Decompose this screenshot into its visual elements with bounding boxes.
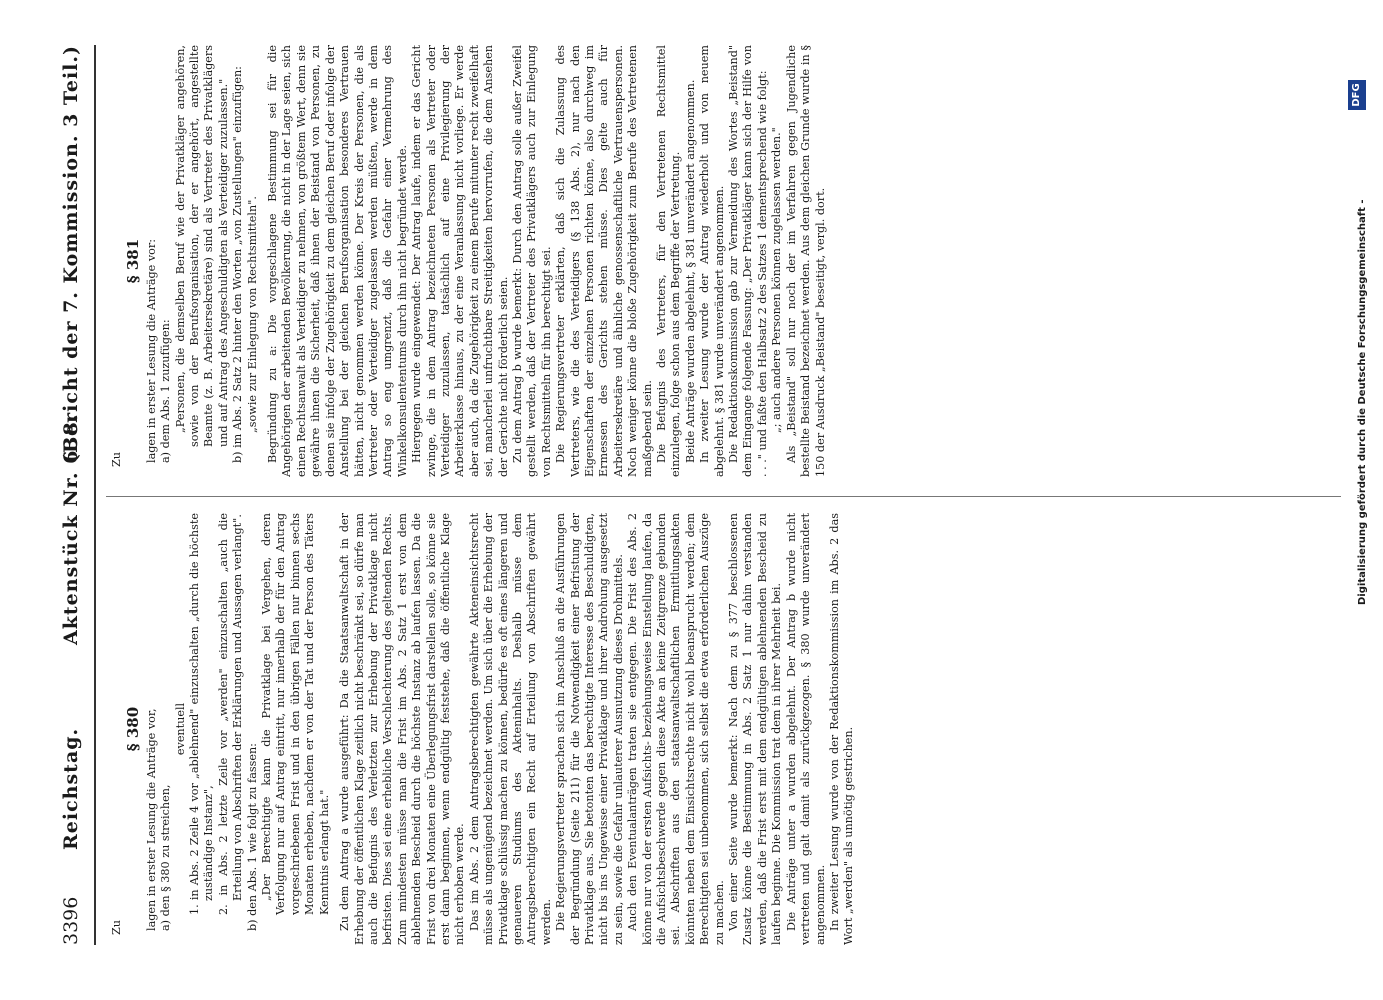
body-paragraph: Die Redaktionskommission gab zur Vermeidung des Wortes „Beistand" dem Eingange folgende Fassung: „Der Privatkläger kann sich der Hilfe von . . ." und faßte den Halbsatz 2 des Satzes 1 dementsprechend wie folgt:: [727, 45, 769, 477]
intro-paragraph: lagen in erster Lesung die Anträge vor,: [144, 708, 158, 931]
motion-b: b) den Abs. 1 wie folgt zu fassen:: [245, 743, 259, 931]
body-paragraph: Das im Abs. 2 dem Antragsberechtigten gewährte Akteneinsichtsrecht müsse als ungenügend bezeichnet werden. Um sich über die Erhebung der Privatklage schlüssig machen zu können, bedürfe es oft eines längeren und genaueren Studiums des Akteninhalts. Deshalb müsse dem Antragsberechtigten ein Recht auf Erteilung von Abschriften gewährt werden.: [467, 513, 553, 945]
body-paragraph: Zu dem Antrag b wurde bemerkt: Durch den Antrag solle außer Zweifel gestellt werden, daß der Vertreter des Privatklägers auch zur Einlegung von Rechtsmitteln für ihn berechtigt sei.: [510, 45, 553, 477]
right-column: [110, 45, 1345, 477]
digitization-footer: [1352, 0, 1382, 1000]
body-paragraph: Die Anträge unter a wurden abgelehnt. Der Antrag b wurde nicht vertreten und galt damit als zurückgezogen. § 380 wurde unverändert angenommen.: [784, 513, 827, 945]
motion-b: b) im Abs. 2 Satz 2 hinter den Worten „von Zustellungen" einzufügen:: [231, 66, 245, 463]
body-paragraph: Die Befugnis des Vertreters, für den Vertretenen Rechtsmittel einzulegen, folge schon aus dem Begriffe der Vertretung.: [655, 45, 683, 477]
running-header: [60, 45, 90, 945]
document-page: [60, 45, 1350, 945]
section-title: § 381: [124, 238, 143, 284]
body-paragraph: Zu dem Antrag a wurde ausgeführt: Da die Staatsanwaltschaft in der Erhebung der öffentlichen Klage zeitlich nicht beschränkt sei, so dürfe man auch die Befugnis des Verletzten zur Erhebung der Privatklage nicht befristen. Dies sei eine erhebliche Verschlechterung des geltenden Rechts. Zum mindesten müsse man die Frist im Abs. 2 Satz 1 erst von dem ablehnenden Bescheid durch die höchste Instanz ab laufen lassen. Da die Frist von drei Monaten eine Überlegungsfrist darstellen solle, so könne sie erst dann beginnen, wenn endgültig feststehe, daß die öffentliche Klage nicht erhoben werde.: [338, 513, 467, 945]
body-paragraph: Hiergegen wurde eingewendet: Der Antrag laufe, indem er das Gericht zwinge, die in dem Antrag bezeichneten Personen als Vertreter oder Verteidiger zuzulassen, tatsächlich auf eine Privilegierung der Arbeiterklasse hinaus, zu der eine Veranlassung nicht vorliege. Er werde aber auch, da die Zugehörigkeit zu einem Berufe mitunter recht zweifelhaft sei, mancherlei unfruchtbare Streitigkeiten hervorrufen, die dem Ansehen der Gerichte nicht förderlich seien.: [410, 45, 510, 477]
body-paragraph: In zweiter Lesung wurde von der Redaktionskommission im Abs. 2 das Wort „werden" als unnötig gestrichen.: [827, 513, 856, 945]
zu-label: Zu: [110, 452, 123, 467]
zu-label: Zu: [110, 920, 123, 935]
parliament-name: Reichstag.: [60, 727, 82, 850]
motion-a-quote: „Personen, die demselben Beruf wie der Privatkläger angehören, sowie von der Berufsorganisation, der er angehört, angestellte Beamte (z. B. Arbeitersekretäre) sind als Vertreter des Privatklägers und auf Antrag des Angeschuldigten als Verteidiger zuzulassen.": [173, 45, 230, 447]
motion-a-sub-1: 1. in Abs. 2 Zeile 4 vor „ablehnend" einzuschalten „durch die höchste zuständige Instanz",: [188, 513, 216, 915]
motion-b-quote: „Der Berechtigte kann die Privatklage bei Vergehen, deren Verfolgung nur auf Antrag eintritt, nur innerhalb der für den Antrag vorgeschriebenen Frist und in den übrigen Fällen nur binnen sechs Monaten erheben, nachdem er von der Tat und der Person des Täters Kenntnis erlangt hat.": [260, 513, 331, 915]
dfg-logo: DFG: [1348, 80, 1366, 110]
body-paragraph: Die Regierungsvertreter erklärten, daß sich die Zulassung des Vertreters, wie die des Verteidigers (§ 138 Abs. 2), nur nach den Eigenschaften der einzelnen Personen richten könne, also durchweg im Ermessen des Gerichts stehen müsse. Dies gelte auch für Arbeitersekretäre und ähnliche genossenschaftliche Vertrauenspersonen. Noch weniger könne die bloße Zugehörigkeit zum Berufe des Vertretenen maßgebend sein.: [554, 45, 654, 477]
body-paragraph: Die Regierungsvertreter sprachen sich im Anschluß an die Ausführungen der Begründung (Seite 211) für die Notwendigkeit einer Befristung der Privatklage aus. Sie betonten das berechtigte Interesse des Beschuldigten, nicht bis ins Ungewisse einer Privatklage und ihrer Androhung ausgesetzt zu sein, sowie die Gefahr unlauterer Ausnutzung dieses Drohmittels.: [554, 513, 625, 945]
body-paragraph: In zweiter Lesung wurde der Antrag wiederholt und von neuem abgelehnt. § 381 wurde unverändert angenommen.: [698, 45, 726, 477]
body-paragraph: Beide Anträge wurden abgelehnt, § 381 unverändert angenommen.: [683, 79, 697, 463]
left-column: [110, 513, 1345, 945]
header-rule: [94, 45, 96, 945]
report-title: (Bericht der 7. Kommission. 3 Teil.): [60, 45, 82, 464]
motion-a: a) dem Abs. 1 zuzufügen:: [159, 319, 173, 463]
body-paragraph: Als „Beistand" soll nur noch der im Verfahren gegen Jugendliche bestellte Beistand bezeichnet werden. Aus dem gleichen Grunde wurde in § 150 der Ausdruck „Beistand" beseitigt, vergl. dort.: [784, 45, 827, 477]
motion-b-quote: „sowie zur Einlegung von Rechtsmitteln".: [245, 196, 259, 433]
body-paragraph: Von einer Seite wurde bemerkt: Nach dem zu § 377 beschlossenen Zusatz könne die Bestimmung in Abs. 2 Satz 1 nur dahin verstanden werden, daß die Frist erst mit dem endgültigen ablehnenden Bescheid zu laufen beginne. Die Kommission trat dem in ihrer Mehrheit bei.: [727, 513, 784, 945]
body-paragraph: Begründung zu a: Die vorgeschlagene Bestimmung sei für die Angehörigen der arbeitenden Bevölkerung, die nicht in der Lage seien, sich einen Rechtsanwalt als Verteidiger zu nehmen, von größtem Wert, denn sie gewähre ihnen die Sicherheit, daß ihnen der Beistand von Personen, zu denen sie infolge der Zugehörigkeit zu dem gleichen Beruf oder infolge der Anstellung bei der gleichen Berufsorganisation besonderes Vertrauen hätten, nicht genommen werden könne. Der Kreis der Personen, die als Vertreter oder Verteidiger zugelassen werden müßten, werde in dem Antrag so eng umgrenzt, daß die Gefahr einer Vermehrung des Winkelkonsulententums durch ihn nicht begründet werde.: [266, 45, 409, 477]
body-paragraph: Auch den Eventualanträgen traten sie entgegen. Die Frist des Abs. 2 könne nur von der ersten Aufsichts- beziehungsweise Einstellung laufen, da die Aufsichtsbeschwerde gegen diese Akte an keine Zeitgrenze gebunden sei. Abschriften aus den staatsanwaltschaftlichen Ermittlungsakten könnten neben dem Einsichtsrechte nicht wohl beansprucht werden; dem Berechtigten sei unbenommen, sich selbst die etwa erforderlichen Auszüge zu machen.: [626, 513, 726, 945]
motion-a-sub-2: 2. in Abs. 2 letzte Zeile vor „werden" einzuschalten „auch die Erteilung von Abschriften der Erklärungen und Aussagen verlangt".: [216, 513, 245, 915]
digitization-note: Digitalisierung gefördert durch die Deutsche Forschungsgemeinschaft -: [1357, 199, 1368, 605]
redaction-quote: „; auch andere Personen können zugelassen werden.": [770, 127, 784, 433]
document-number: Aktenstück Nr. 638.: [60, 413, 82, 645]
page-number: 3396: [60, 896, 82, 945]
intro-paragraph: lagen in erster Lesung die Anträge vor:: [144, 238, 158, 463]
eventuell-label: eventuell: [173, 702, 187, 756]
column-separator: [106, 496, 1341, 497]
section-title: § 380: [124, 706, 143, 752]
motion-a: a) den § 380 zu streichen,: [159, 784, 173, 931]
